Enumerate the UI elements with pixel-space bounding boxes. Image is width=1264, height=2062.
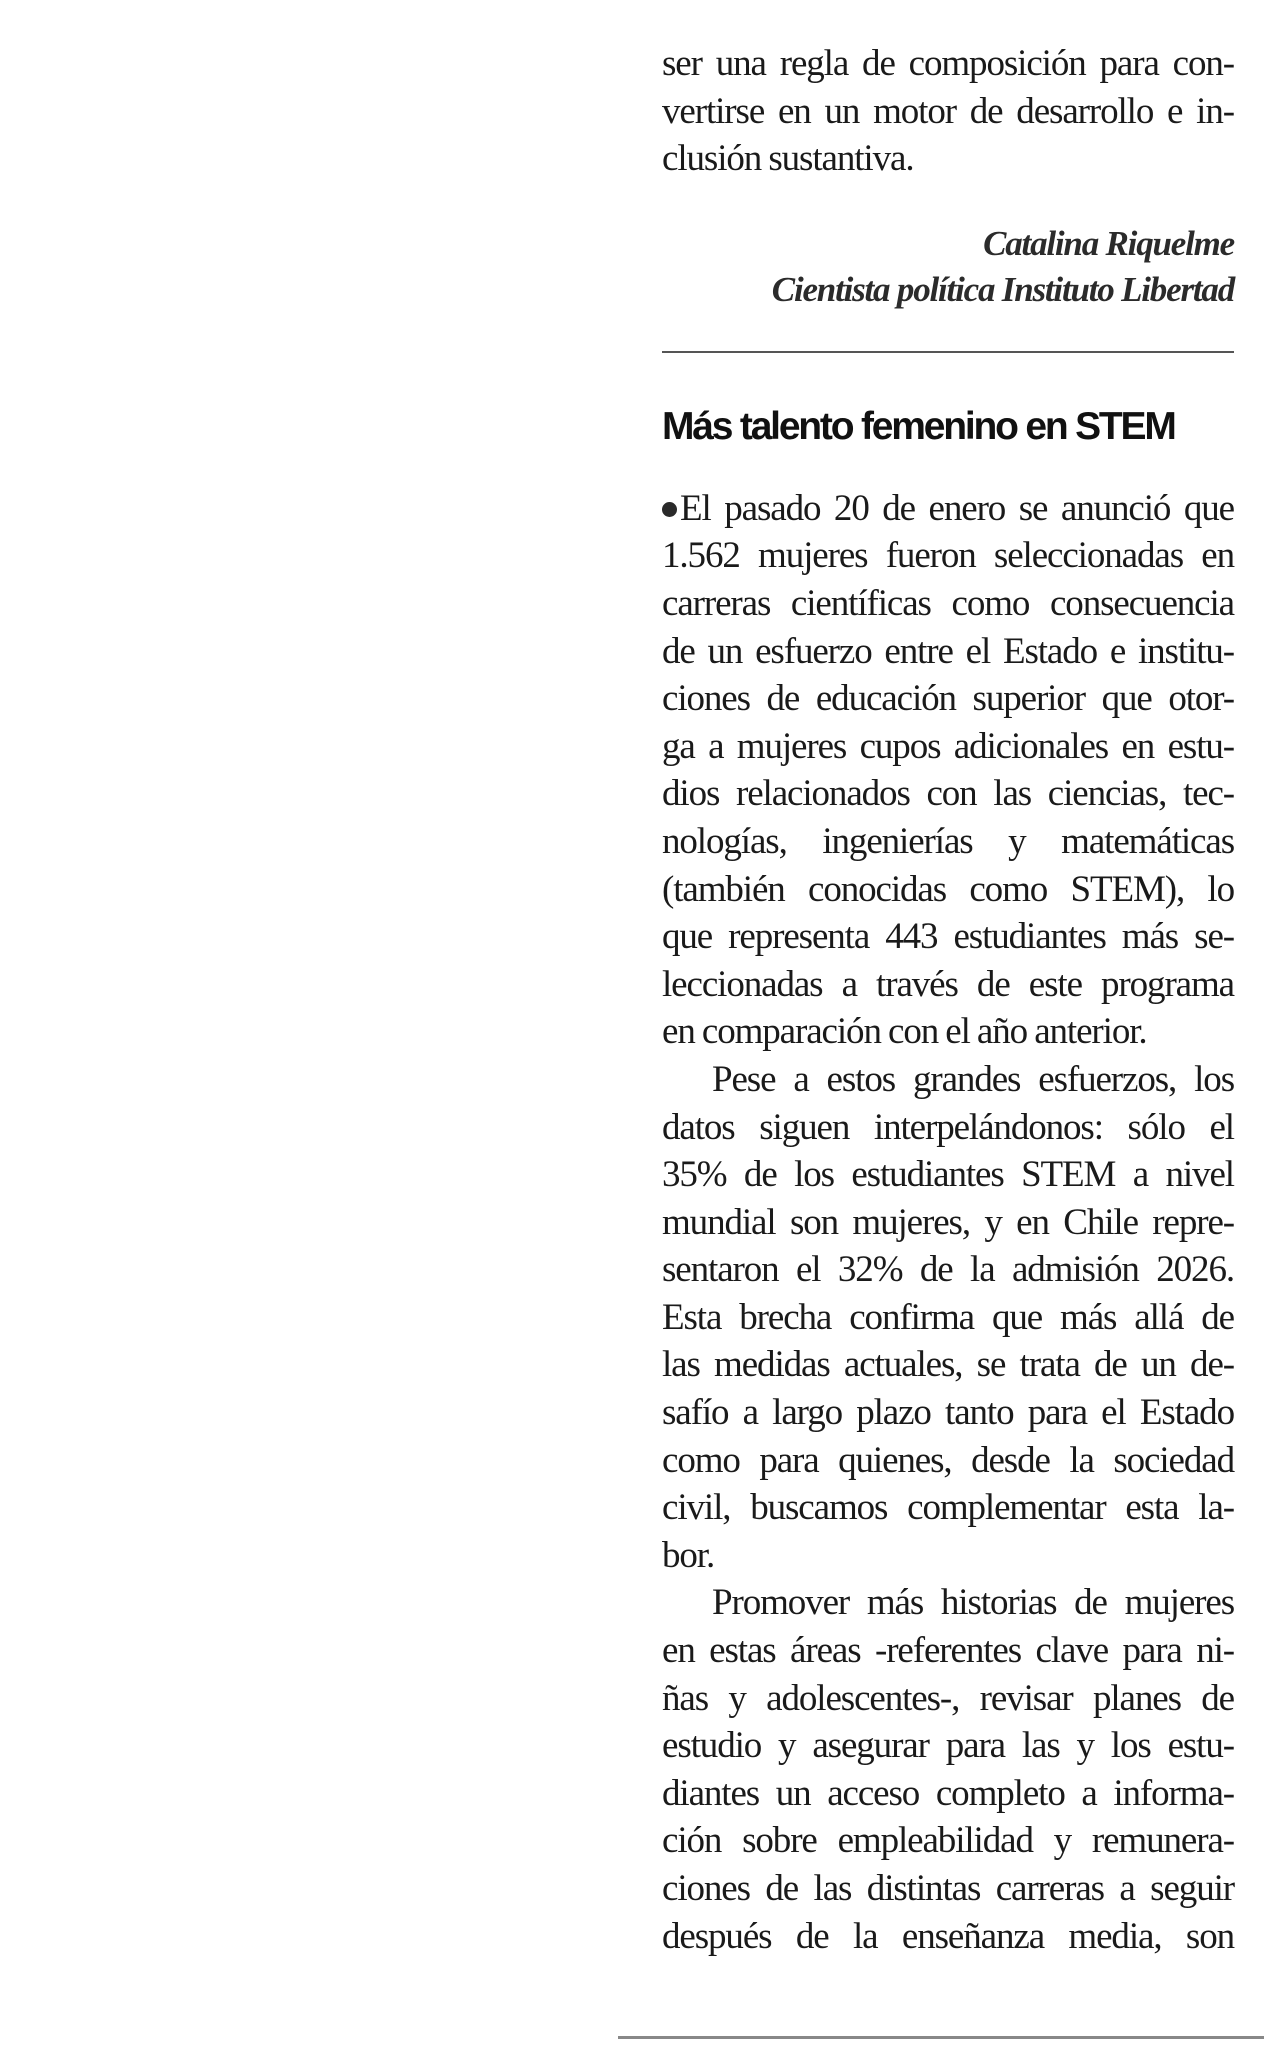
author-name: Catalina Riquelme <box>983 223 1234 263</box>
text-line: estudio y asegurar para las y los estu- <box>662 1725 1234 1767</box>
text-line: nologías, ingenierías y matemáticas <box>662 820 1234 862</box>
text-line: diantes un acceso completo a informa- <box>662 1772 1234 1814</box>
letter-paragraph-2 <box>662 1056 1234 1580</box>
text-line: (también conocidas como STEM), lo <box>662 868 1234 910</box>
text-line: sentaron el 32% de la admisión 2026. <box>662 1249 1234 1291</box>
text-line: que representa 443 estudiantes más se- <box>662 916 1234 958</box>
letter-paragraph-1 <box>662 485 1234 1056</box>
text-line: leccionadas a través de este programa <box>662 963 1234 1005</box>
text-line: Esta brecha confirma que más allá de <box>662 1296 1234 1338</box>
text-line: de un esfuerzo entre el Estado e institu- <box>662 630 1234 672</box>
text-line: bor. <box>662 1534 715 1576</box>
text-line: después de la enseñanza media, son <box>662 1915 1234 1957</box>
text-line: civil, buscamos complementar esta la- <box>662 1487 1234 1529</box>
text-line: safío a largo plazo tanto para el Estado <box>662 1392 1234 1434</box>
page-bottom-divider <box>618 2036 1264 2039</box>
text-line: las medidas actuales, se trata de un de- <box>662 1344 1234 1386</box>
text-line: 35% de los estudiantes STEM a nivel <box>662 1154 1234 1196</box>
author-role: Cientista política Instituto Libertad <box>771 269 1234 309</box>
text-line: en comparación con el año anterior. <box>662 1011 1147 1053</box>
text-line: en estas áreas -referentes clave para ni- <box>662 1630 1234 1672</box>
letter-paragraph-3 <box>662 1579 1234 1960</box>
text-line: ciones de educación superior que otor- <box>662 678 1234 720</box>
text-line: Pese a estos grandes esfuerzos, los <box>712 1058 1234 1100</box>
text-line: 1.562 mujeres fueron seleccionadas en <box>662 535 1234 577</box>
text-line: ciones de las distintas carreras a seguir <box>662 1868 1234 1909</box>
text-line: como para quienes, desde la sociedad <box>662 1439 1234 1481</box>
text-line: datos siguen interpelándonos: sólo el <box>662 1106 1234 1148</box>
bullet-dot-icon <box>662 502 677 517</box>
letters-column <box>662 40 1234 1960</box>
text-line: Promover más historias de mujeres <box>712 1582 1234 1624</box>
text-line-content: El pasado 20 de enero se anunció que <box>680 487 1234 529</box>
text-line: vertirse en un motor de desarrollo e in- <box>662 90 1234 132</box>
section-divider <box>662 351 1234 353</box>
letter-headline: Más talento femenino en STEM <box>662 404 1175 448</box>
text-line: ga a mujeres cupos adicionales en estu- <box>662 725 1234 767</box>
text-line: carreras científicas como consecuencia <box>662 582 1234 624</box>
author-signature <box>662 221 1234 313</box>
previous-letter-ending <box>662 40 1234 183</box>
text-line: mundial son mujeres, y en Chile repre- <box>662 1201 1234 1243</box>
text-line: dios relacionados con las ciencias, tec- <box>662 773 1234 815</box>
text-line: ción sobre empleabilidad y remunera- <box>662 1820 1234 1862</box>
text-line: ñas y adolescentes-, revisar planes de <box>662 1677 1234 1719</box>
text-line: clusión sustantiva. <box>662 138 914 180</box>
text-line: ser una regla de composición para con- <box>662 43 1234 84</box>
text-line <box>662 485 1234 533</box>
